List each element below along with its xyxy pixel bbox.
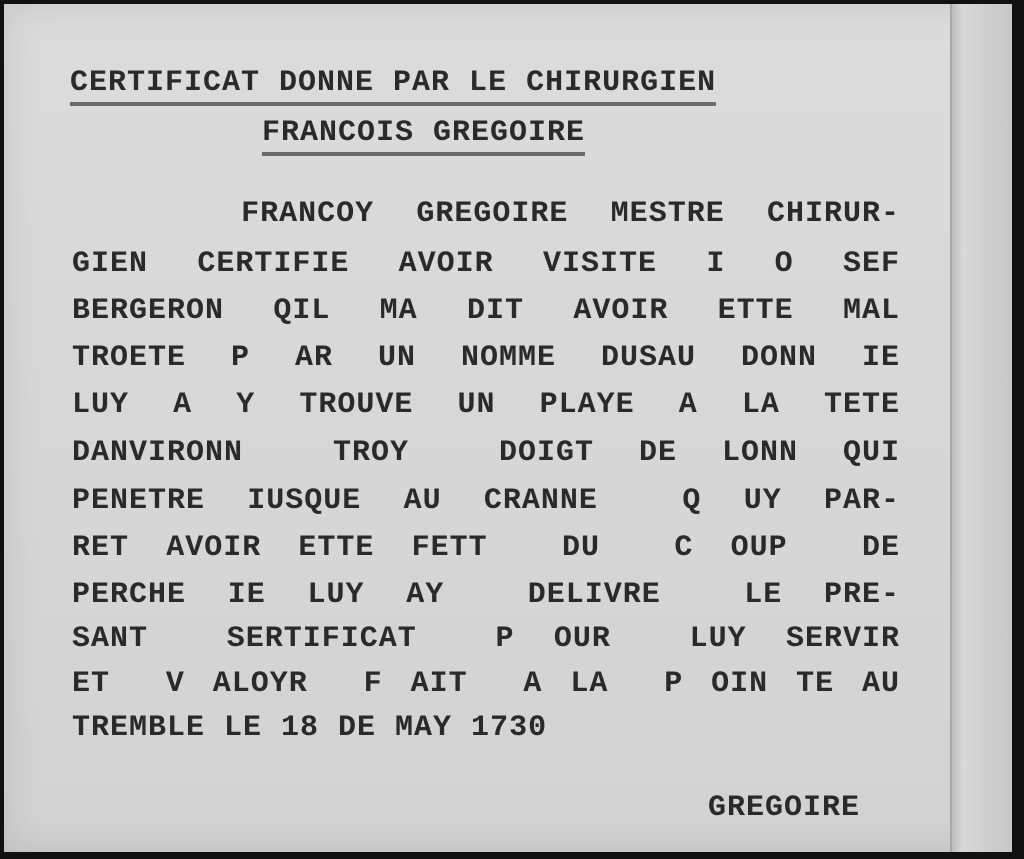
body-line-9: PERCHE IE LUY AY DELIVRE LE PRE- bbox=[72, 578, 900, 612]
body-line-1: FRANCOY GREGOIRE MESTRE CHIRUR- bbox=[72, 197, 900, 231]
body-line-2: GIEN CERTIFIE AVOIR VISITE I O SEF bbox=[72, 247, 900, 281]
title-line-2: FRANCOIS GREGOIRE bbox=[262, 116, 585, 156]
typed-certificate-card bbox=[4, 4, 1010, 852]
body-line-10: SANT SERTIFICAT P OUR LUY SERVIR bbox=[72, 622, 900, 656]
title-line-1: CERTIFICAT DONNE PAR LE CHIRURGIEN bbox=[70, 66, 716, 106]
card-edge bbox=[950, 4, 1012, 852]
body-line-12: TREMBLE LE 18 DE MAY 1730 bbox=[72, 711, 548, 745]
signature: GREGOIRE bbox=[708, 791, 861, 825]
body-line-6: DANVIRONN TROY DOIGT DE LONN QUI bbox=[72, 436, 900, 470]
body-line-8: RET AVOIR ETTE FETT DU C OUP DE bbox=[72, 531, 900, 565]
body-line-5: LUY A Y TROUVE UN PLAYE A LA TETE bbox=[72, 388, 900, 422]
body-line-4: TROETE P AR UN NOMME DUSAU DONN IE bbox=[72, 341, 900, 375]
body-line-3: BERGERON QIL MA DIT AVOIR ETTE MAL bbox=[72, 294, 900, 328]
body-line-7: PENETRE IUSQUE AU CRANNE Q UY PAR- bbox=[72, 484, 900, 518]
body-line-11: ET V ALOYR F AIT A LA P OIN TE AU bbox=[72, 667, 900, 701]
